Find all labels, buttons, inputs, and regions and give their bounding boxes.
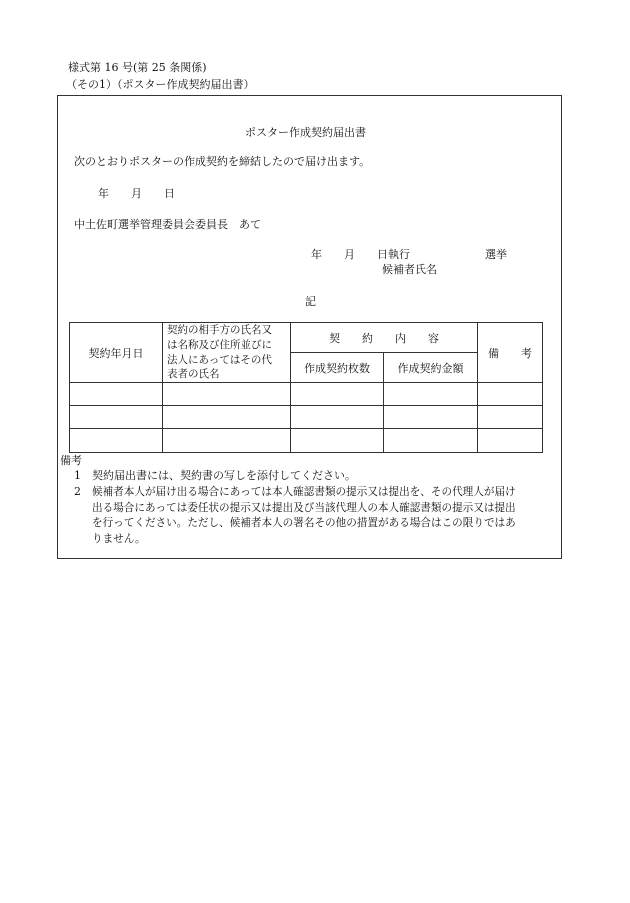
contract-table [69, 322, 543, 453]
election-date: 年 月 日執行 [311, 248, 410, 261]
header-contract-content: 契 約 内 容 [291, 323, 478, 353]
form-subtitle: （その1）（ポスター作成契約届出書） [66, 78, 255, 91]
table-row [70, 383, 543, 406]
header-contract-count: 作成契約枚数 [291, 353, 384, 383]
addressee: 中土佐町選挙管理委員会委員長 あて [74, 218, 261, 231]
candidate-name-label: 候補者氏名 [382, 263, 437, 276]
table-cell[interactable] [291, 406, 384, 429]
note-2-text: 候補者本人が届け出る場合にあっては本人確認書類の提示又は提出を、その代理人が届け 出る場合にあっては委任状の提示又は提出及び当該代理人の本人確認書類の提示又は提出 を行ってください。ただし、候補者本人の署名その他の措置がある場合はこの限りではあ りません。 [92, 486, 516, 545]
header-contract-amount: 作成契約金額 [384, 353, 478, 383]
notes-heading: 備考 [60, 454, 82, 467]
table-cell[interactable] [384, 383, 478, 406]
table-cell[interactable] [384, 406, 478, 429]
table-cell[interactable] [384, 429, 478, 453]
election-label: 選挙 [485, 248, 507, 261]
header-remarks: 備 考 [478, 323, 543, 383]
table-cell[interactable] [478, 429, 543, 453]
form-number: 様式第 16 号(第 25 条関係) [68, 61, 207, 74]
note-1-text: 契約届出書には、契約書の写しを添付してください。 [92, 469, 356, 482]
table-cell[interactable] [291, 383, 384, 406]
note-1-number: 1 [74, 469, 81, 482]
table-header-row [70, 323, 543, 353]
date-line: 年 月 日 [98, 187, 175, 200]
table-cell[interactable] [163, 383, 291, 406]
table-cell[interactable] [70, 406, 163, 429]
note-2-number: 2 [74, 485, 81, 498]
header-contract-date: 契約年月日 [70, 323, 163, 383]
table-cell[interactable] [70, 429, 163, 453]
table-cell[interactable] [291, 429, 384, 453]
table-cell[interactable] [163, 406, 291, 429]
table-row [70, 406, 543, 429]
table-cell[interactable] [478, 406, 543, 429]
header-contract-party: 契約の相手方の氏名又 は名称及び住所並びに 法人にあってはその代 表者の氏名 [163, 323, 291, 383]
table-cell[interactable] [478, 383, 543, 406]
table-row [70, 429, 543, 453]
table-cell[interactable] [70, 383, 163, 406]
intro-text: 次のとおりポスターの作成契約を締結したので届け出ます。 [74, 155, 371, 168]
ki-marker: 記 [305, 295, 316, 308]
document-title: ポスター作成契約届出書 [245, 126, 366, 139]
table-cell[interactable] [163, 429, 291, 453]
